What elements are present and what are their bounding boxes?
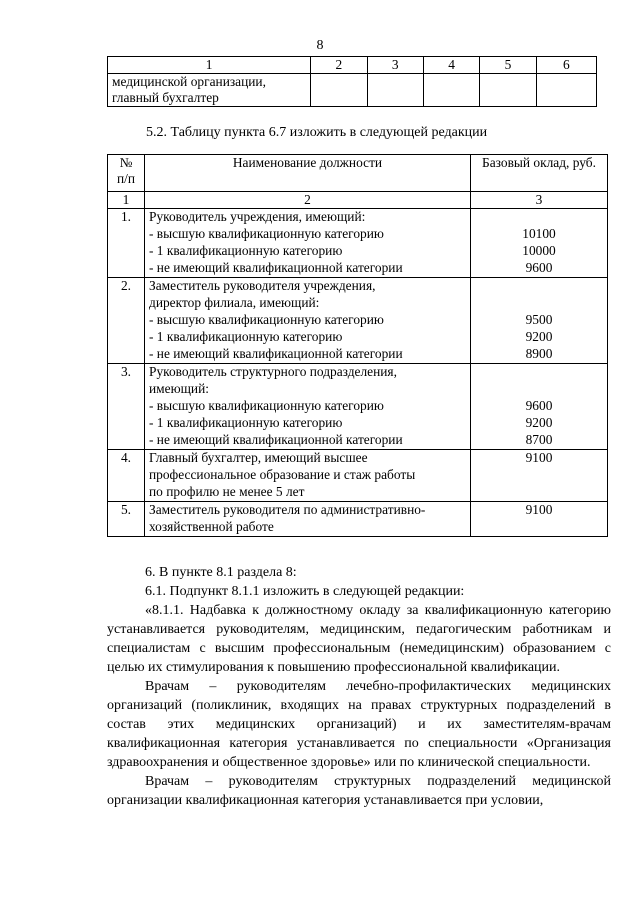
paragraph: «8.1.1. Надбавка к должностному окладу за квалификационную категорию устанавливается руководителям, медицинским, педагогическим работникам и специалистам с высшим профессиональным (немедицинским) образованием с целью их стимулирования к повышению профессиональной квалификации. — [107, 603, 611, 675]
salary-cell — [471, 450, 608, 502]
salary-value: 9100 — [525, 502, 553, 517]
table-row — [108, 278, 608, 364]
position-line: - не имеющий квалификационной категории — [149, 346, 403, 361]
position-line: - не имеющий квалификационной категории — [149, 260, 403, 275]
position-cell — [145, 209, 471, 278]
table-caption: 5.2. Таблицу пункта 6.7 изложить в следующей редакции — [146, 125, 488, 140]
position-line: - не имеющий квалификационной категории — [149, 432, 403, 447]
table-index-row — [108, 192, 608, 209]
table-cell — [367, 74, 423, 107]
table-cell — [480, 74, 536, 107]
paragraph: 6. В пункте 8.1 раздела 8: — [145, 565, 297, 580]
header-cell-position: Наименование должности — [145, 155, 471, 192]
position-line: - 1 квалификационную категорию — [149, 329, 343, 344]
table-row — [108, 450, 608, 502]
table-cell — [423, 74, 479, 107]
table-header-cell: 1 — [108, 57, 311, 74]
position-line: Заместитель руководителя по административно- — [149, 502, 426, 517]
salary-value — [475, 381, 603, 398]
position-line: хозяйственной работе — [149, 519, 274, 534]
salary-value: 9600 — [525, 260, 553, 275]
salary-cell — [471, 278, 608, 364]
index-cell: 1 — [108, 192, 145, 209]
position-line: - 1 квалификационную категорию — [149, 243, 343, 258]
position-line: Руководитель структурного подразделения, — [149, 364, 397, 379]
paragraph: 6.1. Подпункт 8.1.1 изложить в следующей редакции: — [145, 584, 465, 599]
salary-value — [475, 364, 603, 381]
index-cell: 3 — [471, 192, 608, 209]
continuation-table — [107, 56, 597, 107]
table-header-cell: 4 — [423, 57, 479, 74]
cell-line: медицинской организации, — [112, 74, 266, 89]
table-header-row — [108, 57, 597, 74]
table-header-cell: 5 — [480, 57, 536, 74]
table-header-row — [108, 155, 608, 192]
paragraph: Врачам – руководителям структурных подразделений медицинской организации квалификационная категория устанавливается при условии, — [107, 774, 611, 808]
body-text — [107, 563, 611, 810]
salary-cell — [471, 364, 608, 450]
salary-value — [475, 295, 603, 312]
table-row — [108, 502, 608, 537]
table-row — [108, 364, 608, 450]
salary-value: 8700 — [525, 432, 553, 447]
table-cell — [108, 74, 311, 107]
header-cell-number — [108, 155, 145, 192]
position-cell — [145, 450, 471, 502]
cell-line: главный бухгалтер — [112, 90, 219, 105]
row-number: 1. — [108, 209, 145, 278]
salary-value: 9500 — [525, 312, 553, 327]
paragraph: Врачам – руководителям лечебно-профилактических медицинских организаций (поликлиник, входящих на правах структурных подразделений в состав этих медицинских организаций) и их заместителям-врачам квалификационная категория устанавливается по специальности «Организация здравоохранения и общественное здоровье» или по клинической специальности. — [107, 679, 611, 770]
position-line: Заместитель руководителя учреждения, — [149, 278, 376, 293]
row-number: 4. — [108, 450, 145, 502]
salary-value: 9600 — [525, 398, 553, 413]
salary-value — [475, 278, 603, 295]
position-cell — [145, 278, 471, 364]
position-line: - высшую квалификационную категорию — [149, 312, 384, 327]
header-text: № — [119, 155, 133, 170]
salary-value — [475, 209, 603, 226]
page-number: 8 — [316, 38, 324, 53]
row-number: 2. — [108, 278, 145, 364]
position-line: - 1 квалификационную категорию — [149, 415, 343, 430]
table-header-cell: 6 — [536, 57, 596, 74]
index-cell: 2 — [145, 192, 471, 209]
salary-value: 9100 — [525, 450, 553, 465]
salary-value: 9200 — [525, 329, 553, 344]
salary-cell — [471, 209, 608, 278]
position-line: - высшую квалификационную категорию — [149, 398, 384, 413]
table-header-cell: 2 — [311, 57, 367, 74]
position-line: имеющий: — [149, 381, 209, 396]
salary-value: 10100 — [522, 226, 556, 241]
table-cell — [536, 74, 596, 107]
salary-table — [107, 154, 608, 537]
position-line: директор филиала, имеющий: — [149, 295, 320, 310]
table-cell — [311, 74, 367, 107]
table-row — [108, 209, 608, 278]
salary-cell — [471, 502, 608, 537]
position-cell — [145, 364, 471, 450]
row-number: 3. — [108, 364, 145, 450]
salary-value: 8900 — [525, 346, 553, 361]
position-line: - высшую квалификационную категорию — [149, 226, 384, 241]
position-line: Руководитель учреждения, имеющий: — [149, 209, 366, 224]
position-line: профессиональное образование и стаж работы — [149, 467, 416, 482]
salary-value: 10000 — [522, 243, 556, 258]
header-cell-salary: Базовый оклад, руб. — [471, 155, 608, 192]
table-row — [108, 74, 597, 107]
salary-value: 9200 — [525, 415, 553, 430]
position-cell — [145, 502, 471, 537]
header-text: п/п — [116, 171, 136, 186]
position-line: Главный бухгалтер, имеющий высшее — [149, 450, 368, 465]
position-line: по профилю не менее 5 лет — [149, 484, 305, 499]
table-header-cell: 3 — [367, 57, 423, 74]
row-number: 5. — [108, 502, 145, 537]
